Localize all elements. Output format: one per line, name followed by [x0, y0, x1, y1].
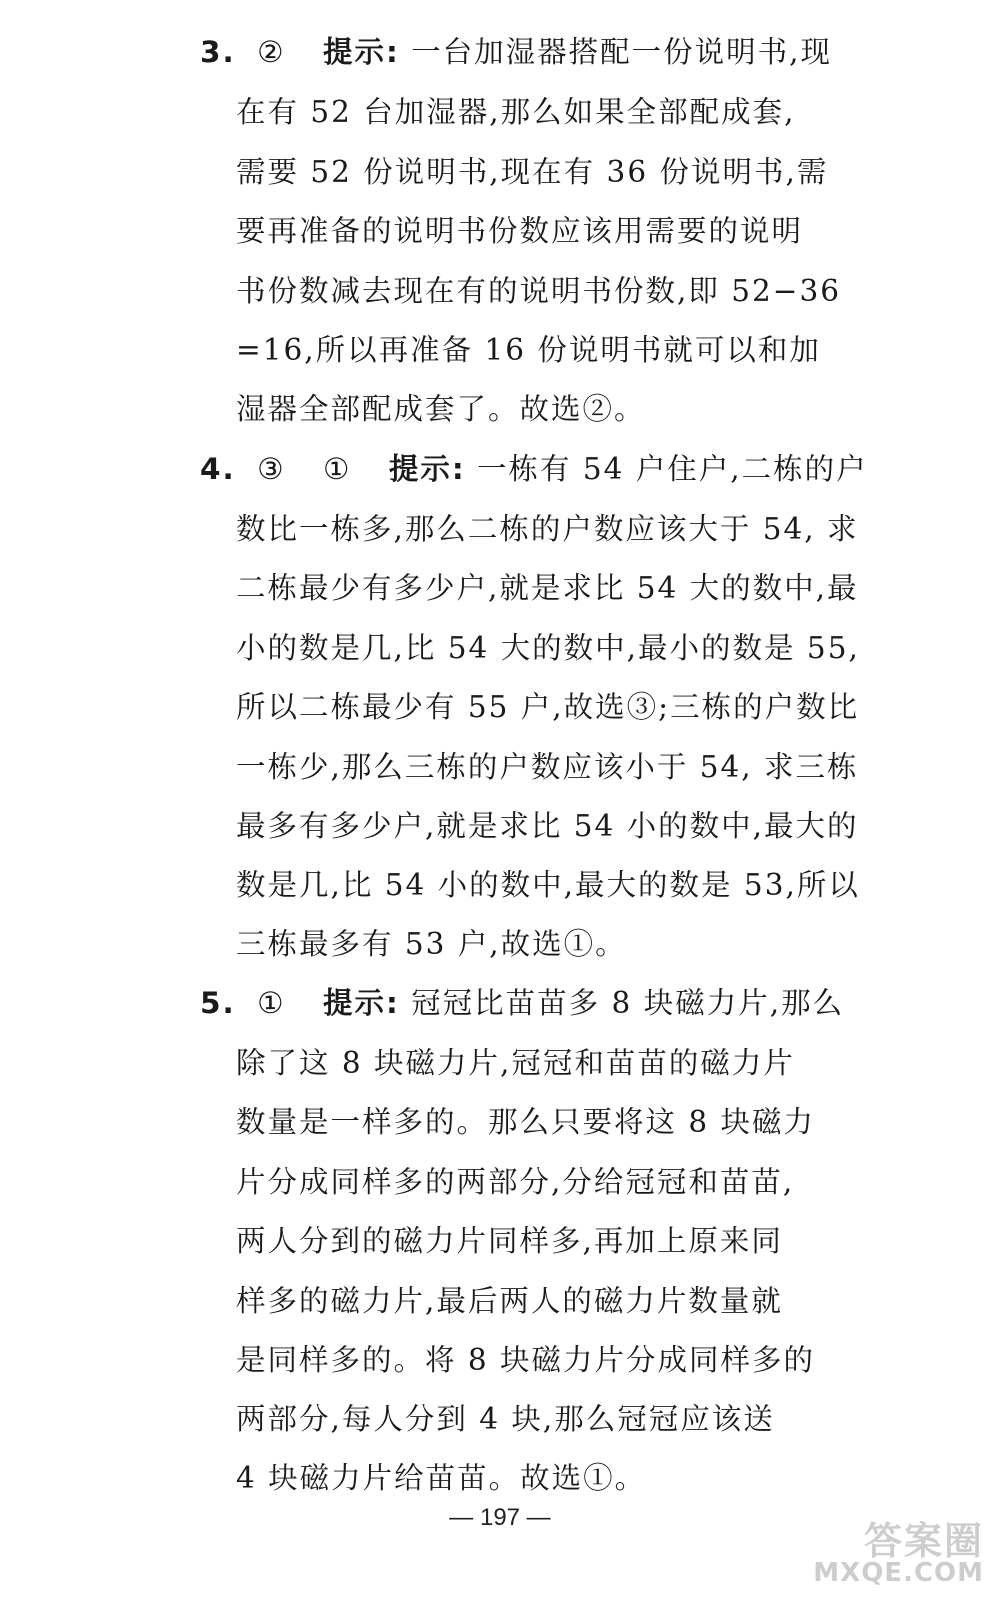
- hint-text: 4 块磁力片给苗苗。故选①。: [236, 1461, 647, 1495]
- question-number: 4.: [200, 452, 236, 486]
- watermark-logo: [800, 1510, 990, 1596]
- hint-text: 片分成同样多的两部分,分给冠冠和苗苗,: [236, 1165, 795, 1199]
- page-number: — 197 —: [449, 1504, 551, 1531]
- hint-label: 提示:: [322, 986, 400, 1020]
- hint-text: 两部分,每人分到 4 块,那么冠冠应该送: [236, 1402, 775, 1436]
- hint-text: 是同样多的。将 8 块磁力片分成同样多的: [236, 1343, 816, 1377]
- question-number: 5.: [200, 986, 236, 1020]
- hint-text: 书份数减去现在有的说明书份数,即 52−36: [236, 274, 842, 308]
- watermark-url: MXQE.COM: [813, 1558, 984, 1588]
- answer-choice: ③: [257, 452, 286, 486]
- hint-text: 湿器全部配成套了。故选②。: [236, 392, 646, 426]
- hint-text: 所以二栋最少有 55 户,故选③;三栋的户数比: [236, 690, 860, 724]
- watermark-title: 答案圈: [863, 1519, 984, 1563]
- hint-text: 三栋最多有 53 户,故选①。: [236, 927, 627, 961]
- hint-text: 数比一栋多,那么二栋的户数应该大于 54, 求: [236, 512, 859, 546]
- hint-text: 样多的磁力片,最后两人的磁力片数量就: [236, 1284, 783, 1318]
- answer-choice: ①: [322, 452, 352, 486]
- question-line: [200, 983, 844, 1023]
- answer-choice: ②: [257, 35, 286, 69]
- question-line: [200, 32, 832, 72]
- question-line: [200, 449, 868, 489]
- question-number: 3.: [200, 35, 236, 69]
- hint-text: 除了这 8 块磁力片,冠冠和苗苗的磁力片: [236, 1046, 795, 1080]
- hint-text: 最多有多少户,就是求比 54 小的数中,最大的: [236, 809, 859, 843]
- hint-text: 一台加湿器搭配一份说明书,现: [411, 35, 833, 69]
- hint-label: 提示:: [322, 35, 400, 69]
- hint-text: 二栋最少有多少户,就是求比 54 大的数中,最: [236, 571, 859, 605]
- hint-text: 一栋有 54 户住户,二栋的户: [477, 452, 868, 486]
- hint-text: 数量是一样多的。那么只要将这 8 块磁力: [236, 1105, 816, 1139]
- answer-choice: ①: [257, 986, 286, 1020]
- hint-text: =16,所以再准备 16 份说明书就可以和加: [236, 333, 821, 367]
- hint-text: 一栋少,那么三栋的户数应该小于 54, 求三栋: [236, 750, 859, 784]
- hint-text: 冠冠比苗苗多 8 块磁力片,那么: [411, 986, 845, 1020]
- hint-text: 数是几,比 54 小的数中,最大的数是 53,所以: [236, 868, 860, 902]
- hint-text: 需要 52 份说明书,现在有 36 份说明书,需: [236, 155, 829, 189]
- hint-label: 提示:: [388, 452, 466, 486]
- hint-text: 两人分到的磁力片同样多,再加上原来同: [236, 1224, 783, 1258]
- hint-text: 小的数是几,比 54 大的数中,最小的数是 55,: [236, 631, 860, 665]
- hint-text: 要再准备的说明书份数应该用需要的说明: [236, 214, 804, 248]
- hint-text: 在有 52 台加湿器,那么如果全部配成套,: [236, 95, 796, 129]
